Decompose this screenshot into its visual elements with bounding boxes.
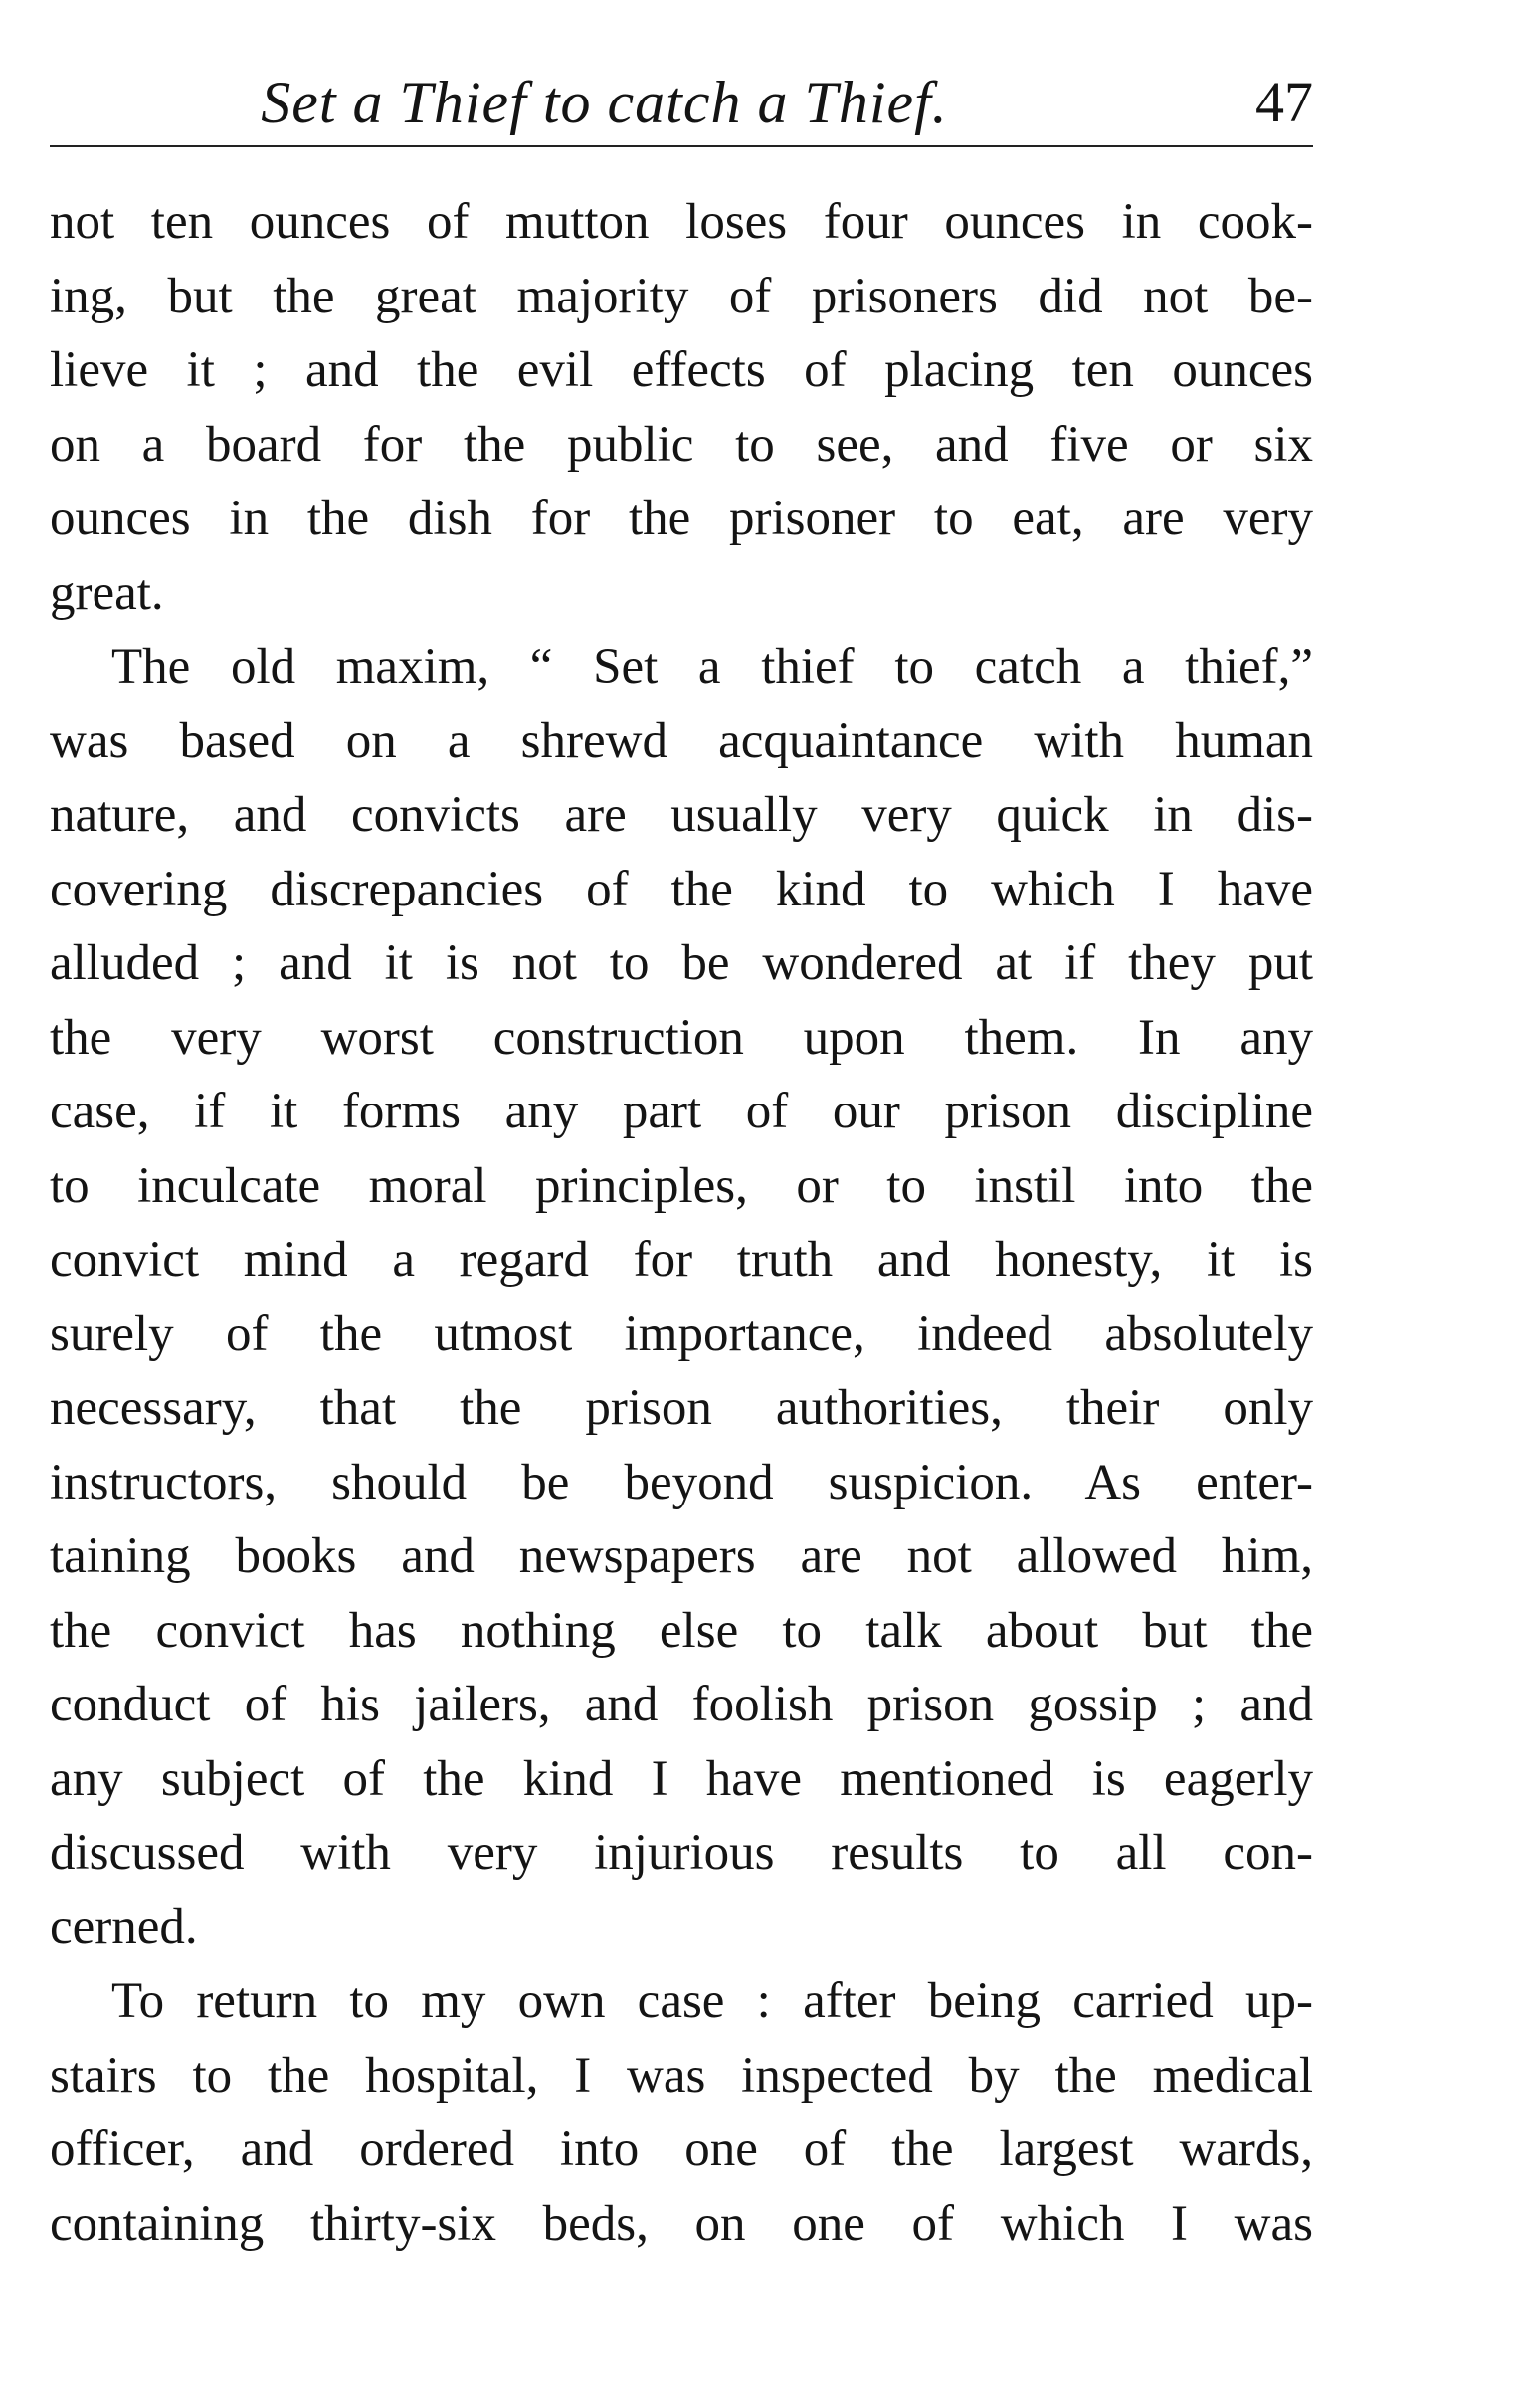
text-line: on a board for the public to see, and five or six	[50, 416, 1313, 473]
text-line: to inculcate moral principles, or to instil into the	[50, 1157, 1313, 1214]
text-line: containing thirty-six beds, on one of which I was	[50, 2195, 1313, 2252]
text-line: covering discrepancies of the kind to which I have	[50, 861, 1313, 917]
text-line: officer, and ordered into one of the largest wards,	[50, 2121, 1313, 2177]
text-line: taining books and newspapers are not allowed him,	[50, 1528, 1313, 1584]
text-line: lieve it ; and the evil effects of placing ten ounces	[50, 342, 1313, 398]
text-line: convict mind a regard for truth and honesty, it is	[50, 1232, 1313, 1288]
text-line: nature, and convicts are usually very quick in dis-	[50, 787, 1313, 843]
text-line: the very worst construction upon them. In any	[50, 1009, 1313, 1066]
page-number: 47	[1255, 70, 1313, 134]
text-line: ounces in the dish for the prisoner to eat, are very	[50, 491, 1313, 546]
text-line: ing, but the great majority of prisoners did not be-	[50, 268, 1313, 324]
text-line: case, if it forms any part of our prison discipline	[50, 1084, 1313, 1139]
text-line: The old maxim, “ Set a thief to catch a thief,”	[111, 639, 1313, 695]
text-line: conduct of his jailers, and foolish prison gossip ; and	[50, 1677, 1313, 1732]
text-line: great.	[50, 564, 164, 621]
text-line: any subject of the kind I have mentioned is eagerly	[50, 1750, 1313, 1807]
text-line: was based on a shrewd acquaintance with human	[50, 712, 1313, 769]
text-line: cerned.	[50, 1899, 198, 1955]
text-line: stairs to the hospital, I was inspected by the medical	[50, 2047, 1313, 2104]
header-rule	[50, 145, 1313, 147]
text-line: necessary, that the prison authorities, their only	[50, 1380, 1313, 1436]
text-line: instructors, should be beyond suspicion. As enter-	[50, 1454, 1313, 1510]
text-line: surely of the utmost importance, indeed absolutely	[50, 1305, 1313, 1362]
text-line: the convict has nothing else to talk about but the	[50, 1602, 1313, 1659]
text-line: not ten ounces of mutton loses four ounces in cook-	[50, 194, 1313, 250]
text-line: To return to my own case : after being carried up-	[111, 1973, 1313, 2029]
text-line: discussed with very injurious results to all con-	[50, 1825, 1313, 1881]
text-line: alluded ; and it is not to be wondered at if they put	[50, 935, 1313, 991]
running-title: Set a Thief to catch a Thief.	[261, 70, 948, 135]
body-text	[50, 185, 1313, 2261]
running-head	[50, 58, 1313, 147]
